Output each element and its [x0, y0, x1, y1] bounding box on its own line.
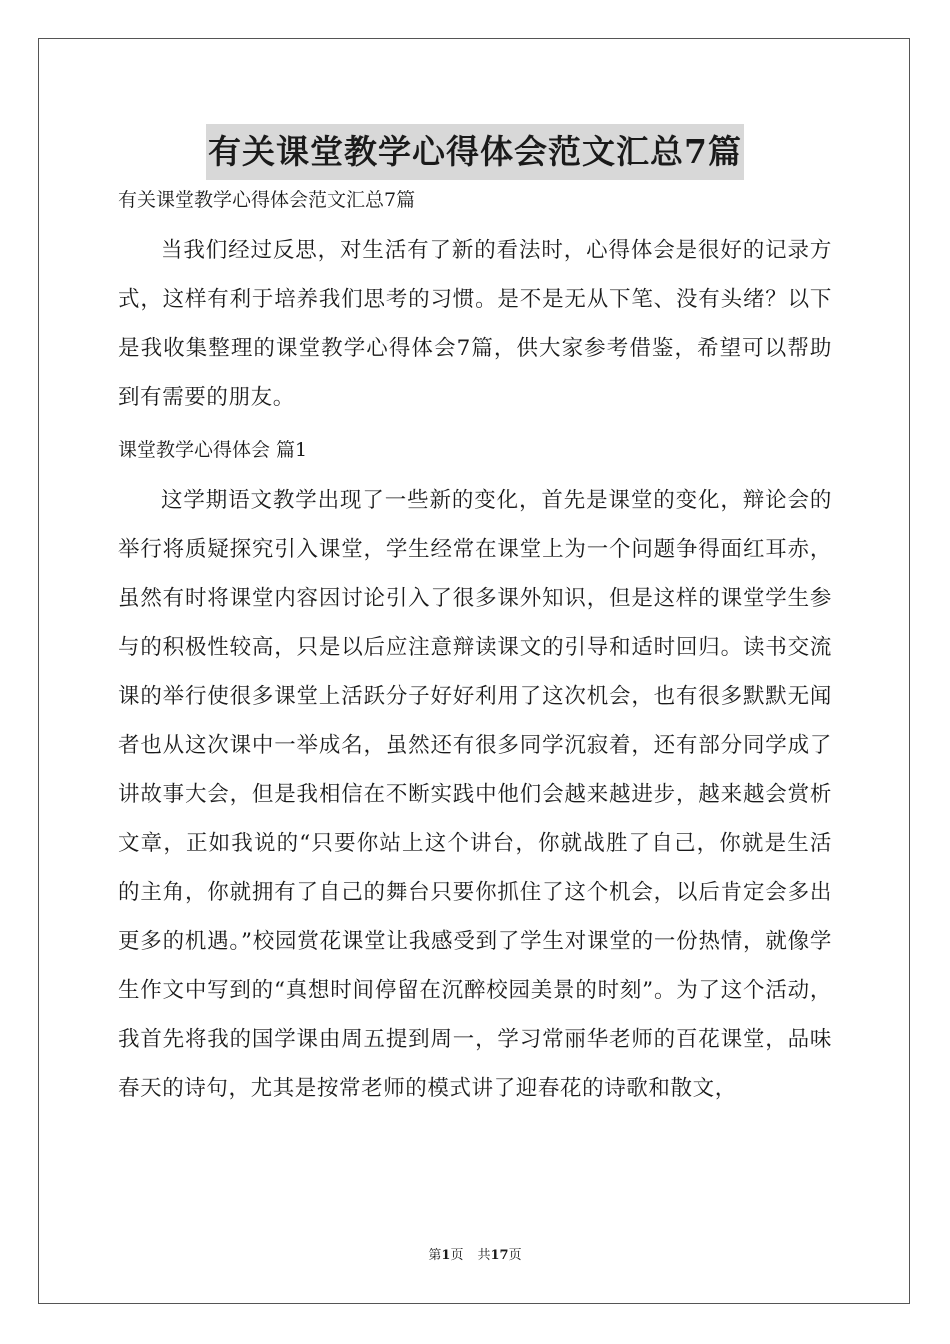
document-subtitle: 有关课堂教学心得体会范文汇总7篇	[118, 189, 416, 211]
page-prefix: 第	[428, 1248, 442, 1263]
document-title: 有关课堂教学心得体会范文汇总7篇	[206, 124, 744, 180]
page-number: 1	[441, 1248, 451, 1263]
section-paragraph: 这学期语文教学出现了一些新的变化，首先是课堂的变化，辩论会的举行将质疑探究引入课堂，学生经常在课堂上为一个问题争得面红耳赤，虽然有时将课堂内容因讨论引入了很多课外知识，但是这样的课堂学生参与的积极性较高，只是以后应注意辩读课文的引导和适时回归。读书交流课的举行使很多课堂上活跃分子好好利用了这次机会，也有很多默默无闻者也从这次课中一举成名，虽然还有很多同学沉寂着，还有部分同学成了讲故事大会，但是我相信在不断实践中他们会越来越进步，越来越会赏析文章，正如我说的“只要你站上这个讲台，你就战胜了自己，你就是生活的主角，你就拥有了自己的舞台只要你抓住了这个机会，以后肯定会多出更多的机遇。”校园赏花课堂让我感受到了学生对课堂的一份热情，就像学生作文中写到的“真想时间停留在沉醉校园美景的时刻”。为了这个活动，我首先将我的国学课由周五提到周一，学习常丽华老师的百花课堂，品味春天的诗句，尤其是按常老师的模式讲了迎春花的诗歌和散文，	[118, 488, 832, 1101]
page-suffix: 页	[450, 1248, 464, 1263]
total-prefix: 共	[477, 1248, 491, 1263]
section-heading: 课堂教学心得体会 篇1	[118, 439, 308, 461]
document-title-block	[0, 124, 950, 180]
intro-paragraph: 当我们经过反思，对生活有了新的看法时，心得体会是很好的记录方式，这样有利于培养我们思考的习惯。是不是无从下笔、没有头绪？以下是我收集整理的课堂教学心得体会7篇，供大家参考借鉴，希望可以帮助到有需要的朋友。	[118, 238, 832, 410]
page-footer	[0, 1246, 950, 1266]
total-pages: 17	[490, 1248, 509, 1263]
total-suffix: 页	[508, 1248, 522, 1263]
